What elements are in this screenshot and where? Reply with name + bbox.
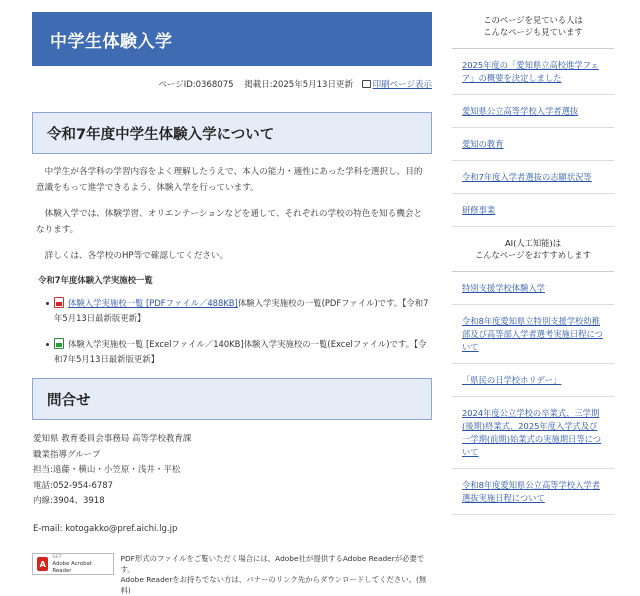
pdf-icon <box>54 297 64 308</box>
intro-paragraph: 中学生が各学科の学習内容をよく理解したうえで、本人の能力・適性にあった学科を選択し、目的意識をもって進学できるよう、体験入学を行っています。 <box>36 167 423 193</box>
printer-icon <box>362 80 371 88</box>
contact-phone: 電話:052-954-6787 <box>33 480 114 491</box>
contact-staff: 担当:遠藤・横山・小笠原・浅井・平松 <box>33 465 181 475</box>
list-item <box>46 296 432 326</box>
sidebar-link-selection-schedule[interactable]: 令和8年度愛知県公立高等学校入学者選抜実施日程について <box>452 469 614 515</box>
sidebar-link-ceremony-dates[interactable]: 2024年度公立学校の卒業式、三学期(後期)終業式、2025年度入学式及び一学期(前期)始業式の実施期日等について <box>452 397 614 469</box>
related-pages-heading: このページを見ている人は こんなページも見ています <box>452 14 614 49</box>
adobe-banner-text: Adobe Acrobat Reader <box>52 560 92 574</box>
adobe-note-line2: Adobe Readerをお持ちでない方は、バナーのリンク先からダウンロードしてください。(無料) <box>120 575 427 595</box>
posted-date: 掲載日:2025年5月13日更新 <box>244 80 353 90</box>
sidebar <box>452 14 614 515</box>
sidebar-link-education[interactable]: 愛知の教育 <box>452 128 614 161</box>
experience-paragraph: 体験入学では、体験学習、オリエンテーションなどを通して、それぞれの学校の特色を知る機会となります。 <box>36 209 423 235</box>
contact-info <box>32 432 432 537</box>
sidebar-link-fair[interactable]: 2025年度の「愛知県立高校進学フェア」の概要を決定しました <box>452 49 614 95</box>
contact-group: 職業指導グループ <box>33 449 101 460</box>
ai-recommend-list <box>452 272 614 515</box>
details-paragraph: 詳しくは、各学校のHP等で確認してください。 <box>36 251 229 261</box>
excel-file-label: 体験入学実施校一覧 [Excelファイル／140KB] <box>68 339 244 349</box>
adobe-banner-get: GET <box>52 554 62 560</box>
ai-recommend-heading: AI(人工知能)は こんなページをおすすめします <box>452 237 614 272</box>
sidebar-link-training[interactable]: 研修事業 <box>452 194 614 227</box>
main-content <box>32 12 432 537</box>
excel-icon <box>54 338 64 349</box>
sidebar-link-holiday[interactable]: 「県民の日学校ホリデー」 <box>452 364 614 397</box>
contact-extension: 内線:3904、3918 <box>33 496 105 506</box>
page-meta <box>32 78 432 90</box>
pdf-download-link[interactable]: 体験入学実施校一覧 [PDFファイル／488KB] <box>68 298 238 308</box>
section-heading-about: 令和7年度中学生体験入学について <box>32 112 432 154</box>
sidebar-link-selection[interactable]: 愛知県公立高等学校入学者選抜 <box>452 95 614 128</box>
adobe-note <box>120 554 432 596</box>
list-item <box>46 337 432 367</box>
print-page-link[interactable]: 印刷ページ表示 <box>372 80 432 90</box>
file-description: 体験入学実施校の一覧(PDFファイル)です。【令和7年5月13日最新版更新】 <box>54 298 429 323</box>
related-pages-list <box>452 49 614 227</box>
sidebar-link-special-schedule[interactable]: 令和8年度愛知県立特別支援学校幼稚部及び高等部入学者選考実施日程について <box>452 305 614 364</box>
file-list <box>32 296 432 367</box>
sidebar-link-applications[interactable]: 令和7年度入学者選抜の志願状況等 <box>452 161 614 194</box>
page-title: 中学生体験入学 <box>32 12 432 66</box>
contact-email: E-mail: kotogakko@pref.aichi.lg.jp <box>33 523 178 534</box>
section-heading-contact: 問合せ <box>32 378 432 420</box>
file-description: 体験入学実施校の一覧(Excelファイル)です。【令和7年5月13日最新版更新】 <box>54 339 427 364</box>
adobe-reader-banner[interactable] <box>32 553 114 575</box>
contact-department: 愛知県 教育委員会事務局 高等学校教育課 <box>33 434 192 444</box>
adobe-note-line1: PDF形式のファイルをご覧いただく場合には、Adobe社が提供するAdobe Readerが必要です。 <box>120 554 425 574</box>
school-list-heading: 令和7年度体験入学実施校一覧 <box>38 275 153 285</box>
adobe-reader-notice <box>32 553 432 596</box>
page-id: ページID:0368075 <box>158 80 234 90</box>
adobe-logo-icon: A <box>37 557 48 571</box>
sidebar-link-special-school[interactable]: 特別支援学校体験入学 <box>452 272 614 305</box>
